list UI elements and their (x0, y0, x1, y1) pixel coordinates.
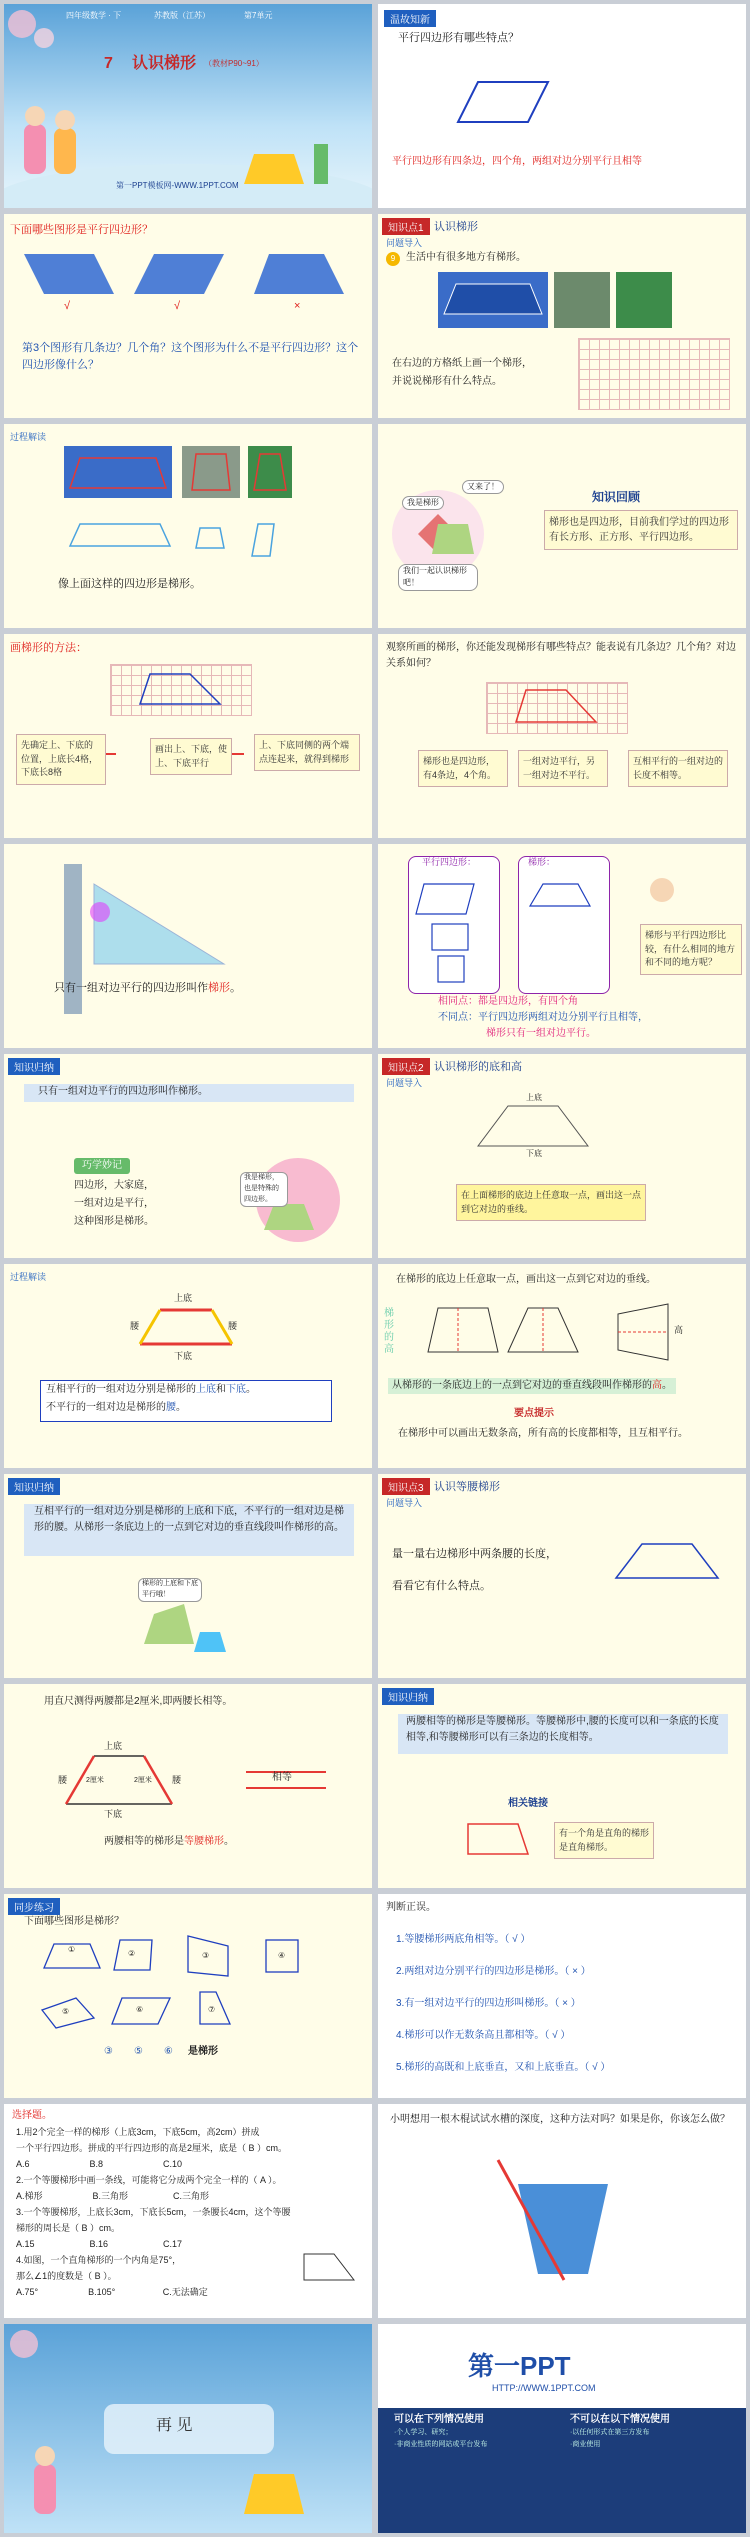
s17-right: 腰 (172, 1775, 182, 1785)
s9-text-3: 。 (230, 982, 241, 994)
s13-t1: 互相平行的一组对边分别是梯形的 (46, 1384, 196, 1395)
kp3-badge: 知识点3 (382, 1478, 430, 1495)
s8-note-3: 互相平行的一组对边的长度不相等。 (628, 750, 728, 787)
s9-text-1: 只有一组对边平行的四边形叫作 (54, 982, 208, 994)
s14-side: 梯形的高 (384, 1308, 394, 1355)
s11-bubble: 我是梯形，也是特殊的四边形。 (240, 1172, 288, 1207)
s3-question: 下面哪些图形是平行四边形？ (10, 224, 153, 236)
s3-shapes (4, 214, 372, 334)
s3-mark-3: × (294, 300, 301, 312)
s8-note-1: 梯形也是四边形，有4条边，4个角。 (418, 750, 508, 787)
s21-line-6: 3.一个等腰梯形，上底长3cm，下底长5cm，一条腰长4cm，这个等腰 (16, 2207, 291, 2217)
s20-item-2: 2.两组对边分别平行的四边形是梯形。（ × ） (396, 1966, 591, 1977)
review-parallelogram (378, 4, 746, 208)
review-question: 平行四边形有哪些特点？ (398, 32, 519, 44)
cover-title: 认识梯形 (132, 55, 197, 72)
s19-ans-text: 是梯形 (188, 2046, 218, 2057)
s21-line-4: 2.一个等腰梯形中画一条线，可能将它分成两个完全一样的（ A ）。 (16, 2175, 282, 2185)
s20-title: 判断正误。 (386, 1902, 436, 1913)
kp3-title: 认识等腰梯形 (434, 1481, 500, 1493)
s6-bubble-2: 我是梯形 (402, 496, 444, 510)
s17-t2a: 等腰梯形 (184, 1836, 224, 1847)
s20-item-3: 3.有一组对边平行的四边形叫梯形。（ × ） (396, 1998, 581, 2009)
s8-question: 观察所画的梯形，你还能发现梯形有哪些特点？能表说有几条边？几个角？对边关系如何？ (386, 642, 736, 669)
s17-trapezoid (4, 1684, 372, 1888)
s21-line-3: A.6 B.8 C.10 (16, 2159, 183, 2169)
kp3-line-1: 量一量右边梯形中两条腰的长度， (392, 1548, 557, 1560)
s13-t1a: 上底 (196, 1384, 216, 1395)
s19-n2: ② (128, 1949, 136, 1958)
s18-tag: 知识归纳 (382, 1688, 434, 1705)
s17-t1: 用直尺测得两腰都是2厘米,即两腰长相等。 (44, 1696, 233, 1707)
s11-rhyme-2: 一组对边是平行， (74, 1198, 154, 1209)
s5-text: 像上面这样的四边形是梯形。 (58, 578, 201, 590)
s13-t2: 不平行的一组对边是梯形的 (46, 1402, 166, 1413)
s9-ruler-art (4, 844, 372, 1048)
cover-footer: 第一PPT模板网-WWW.1PPT.COM (116, 181, 239, 190)
kp2-upper: 上底 (526, 1093, 542, 1102)
slide-which-parallelogram (4, 214, 372, 418)
slide-true-false (378, 1894, 746, 2098)
s6-title: 知识回顾 (592, 490, 641, 504)
s10-diff-2: 梯形只有一组对边平行。 (486, 1028, 596, 1039)
s11-rhyme-title: 巧学妙记 (74, 1158, 130, 1174)
slide-practice-1 (4, 1894, 372, 2098)
s13-line-2 (46, 1400, 186, 1416)
s13-top: 上底 (174, 1293, 193, 1303)
s24-url: HTTP://WWW.1PPT.COM (492, 2383, 596, 2393)
s22-tank (378, 2104, 746, 2318)
s7-step-3: 上、下底同侧的两个端点连起来，就得到梯形 (254, 734, 360, 771)
slide-summary-3 (378, 1684, 746, 1888)
s21-line-9: 4.如图，一个直角梯形的一个内角是75°， (16, 2255, 182, 2265)
s15-tag: 知识归纳 (8, 1478, 60, 1495)
s14-tip-text: 在梯形中可以画出无数条高，所有高的长度都相等，且互相平行。 (398, 1428, 688, 1439)
cover-pages: （教材P90~91） (204, 59, 264, 68)
slide-ppt-info (378, 2324, 746, 2533)
s24-col2-b: ·商业使用 (570, 2441, 601, 2448)
slide-summary-2 (4, 1474, 372, 1678)
cover-art (4, 4, 372, 208)
s14-t1b: 。 (662, 1380, 672, 1391)
s3-mark-2: √ (174, 300, 181, 312)
s19-shapes (4, 1894, 372, 2098)
kp3-line-2: 看看它有什么特点。 (392, 1580, 491, 1592)
slide-compare (378, 844, 746, 1048)
s17-bottom: 下底 (104, 1809, 123, 1819)
s21-line-11: A.75° B.105° C.无法确定 (16, 2287, 208, 2297)
s18-link-text: 有一个角是直角的梯形是直角梯形。 (554, 1822, 654, 1859)
cover-lesson-num: 7 (104, 55, 113, 72)
s14-t1a: 高 (652, 1380, 662, 1391)
s10-question: 梯形与平行四边形比较，有什么相同的地方和不同的地方呢？ (640, 924, 742, 975)
s11-tag: 知识归纳 (8, 1058, 60, 1075)
s6-bubble-1: 又来了！ (462, 480, 504, 494)
kp1-badge: 知识点1 (382, 218, 430, 235)
kp1-line1: 生活中有很多地方有梯形。 (406, 252, 526, 263)
cover-edition: 苏教版（江苏） (154, 11, 210, 20)
s21-line-10: 那么∠1的度数是（ B ）。 (16, 2271, 117, 2281)
s21-line-5: A.梯形 B.三角形 C.三角形 (16, 2191, 210, 2201)
s14-t1: 从梯形的一条底边上的一点到它对边的垂直线段叫作梯形的 (392, 1380, 652, 1391)
s24-col1-b: ·非商业性质的网站或平台发布 (394, 2441, 488, 2448)
s17-line-2 (104, 1834, 234, 1850)
s19-ans-2: ⑤ (134, 2046, 143, 2057)
s19-ans-3: ⑥ (164, 2046, 173, 2057)
kp1-line2: 在右边的方格纸上画一个梯形， (392, 358, 532, 369)
slide-observe-features (378, 634, 746, 838)
s3-mark-1: √ (64, 300, 71, 312)
slide-kp1-intro (378, 214, 746, 418)
s8-note-2: 一组对边平行，另一组对边不平行。 (518, 750, 608, 787)
slide-kp2-intro (378, 1054, 746, 1258)
s13-right: 腰 (228, 1321, 238, 1331)
s14-hlabel: 高 (674, 1325, 684, 1335)
kp2-lower: 下底 (526, 1149, 542, 1158)
s24-col1: 可以在下列情况使用 (394, 2414, 484, 2425)
s13-t2b: 。 (176, 1402, 186, 1413)
s21-line-8: A.15 B.16 C.17 (16, 2239, 183, 2249)
cover-unit: 第7单元 (244, 11, 273, 20)
s11-rhyme-3: 这种图形是梯形。 (74, 1216, 154, 1227)
s11-def: 只有一组对边平行的四边形叫作梯形。 (38, 1086, 208, 1097)
s24-col1-a: ·个人学习、研究； (394, 2429, 453, 2436)
s21-line-1: 1.用2个完全一样的梯形（上底3cm，下底5cm，高2cm）拼成 (16, 2127, 260, 2137)
s13-sub: 过程解读 (10, 1272, 47, 1282)
s22-question: 小明想用一根木棍试试水槽的深度，这种方法对吗？如果是你，你该怎么做？ (390, 2114, 730, 2125)
kp2-trapezoid (378, 1054, 746, 1258)
slide-goodbye (4, 2324, 372, 2533)
slide-draw-method (4, 634, 372, 838)
s19-n4: ④ (278, 1951, 286, 1960)
s24-col2: 不可以在以下情况使用 (570, 2414, 670, 2425)
s13-t1d: 。 (246, 1384, 256, 1395)
s24-logo: 第一PPT (468, 2351, 571, 2381)
s14-line-2 (388, 1378, 676, 1394)
slide-summary-1 (4, 1054, 372, 1258)
s11-art (4, 1054, 372, 1258)
slide-review (378, 4, 746, 208)
s18-text: 两腰相等的梯形是等腰梯形。等腰梯形中,腰的长度可以和一条底的长度相等,和等腰梯形可以有三条边的长度相等。 (406, 1716, 719, 1743)
s7-title: 画梯形的方法： (10, 642, 87, 654)
s3-text: 第3个图形有几条边？几个角？这个图形为什么不是平行四边形？这个四边形像什么？ (22, 342, 359, 372)
s9-line (54, 980, 241, 997)
s17-m2: 2厘米 (134, 1777, 152, 1784)
kp2-sub: 问题导入 (386, 1078, 423, 1088)
s15-art (4, 1474, 372, 1678)
s19-n7: ⑦ (208, 2005, 216, 2014)
s17-t2b: 。 (224, 1836, 234, 1847)
s10-h2: 梯形： (528, 857, 556, 867)
s19-question: 下面哪些图形是梯形？ (24, 1916, 124, 1927)
slide-think (378, 2104, 746, 2318)
s19-tag: 同步练习 (8, 1898, 60, 1915)
s21-title: 选择题。 (12, 2110, 52, 2121)
kp3-trapezoid (378, 1474, 746, 1678)
slide-process-2 (4, 1264, 372, 1468)
s5-sub: 过程解读 (10, 432, 47, 442)
s13-left: 腰 (130, 1321, 140, 1331)
s15-text: 互相平行的一组对边分别是梯形的上底和下底，不平行的一组对边是梯形的腰。从梯形一条底边上的一点到它对边的垂直线段叫作梯形的高。 (34, 1506, 344, 1533)
kp1-grid (578, 338, 730, 410)
s21-trapezoid (4, 2104, 372, 2318)
s17-top: 上底 (104, 1741, 123, 1751)
s18-link: 相关链接 (508, 1798, 548, 1809)
s5-images (4, 424, 372, 628)
s7-step-1: 先确定上、下底的位置，上底长4格，下底长8格 (16, 734, 106, 785)
s13-line-1 (46, 1382, 256, 1398)
s19-ans-1: ③ (104, 2046, 113, 2057)
s17-left: 腰 (58, 1775, 68, 1785)
s8-trapezoid (378, 634, 746, 838)
s21-line-2: 一个平行四边形。拼成的平行四边形的高是2厘米，底是（ B ）cm。 (16, 2143, 288, 2153)
kp1-title: 认识梯形 (434, 221, 478, 233)
s20-item-1: 1.等腰梯形两底角相等。（ √ ） (396, 1934, 531, 1945)
kp1-num: 9 (386, 252, 400, 266)
s11-rhyme-1: 四边形，大家庭， (74, 1180, 154, 1191)
review-answer: 平行四边形有四条边，四个角，两组对边分别平行且相等 (392, 156, 642, 167)
s20-item-5: 5.梯形的高既和上底垂直，又和上底垂直。（ √ ） (396, 2062, 611, 2073)
kp1-sub: 问题导入 (386, 238, 423, 248)
s19-n5: ⑤ (62, 2007, 70, 2016)
s10-h1: 平行四边形： (422, 857, 477, 867)
s9-text-2: 梯形 (208, 982, 230, 994)
slide-isosceles (4, 1684, 372, 1888)
review-tag: 温故知新 (384, 10, 436, 27)
s17-t2: 两腰相等的梯形是 (104, 1836, 184, 1847)
slide-cover (4, 4, 372, 208)
s14-tip: 要点提示 (514, 1408, 554, 1419)
s19-n1: ① (68, 1945, 76, 1954)
s10-diff: 不同点：平行四边形两组对边分别平行且相等， (438, 1012, 648, 1023)
s21-line-7: 梯形的周长是（ B ）cm。 (16, 2223, 121, 2233)
s15-bubble: 梯形的上底和下底平行哦！ (138, 1578, 202, 1602)
s19-n3: ③ (202, 1951, 210, 1960)
s23-text: 再 见 (156, 2417, 193, 2434)
s6-bubble-3: 我们一起认识梯形吧！ (398, 564, 478, 591)
s24-col2-a: ·以任何形式在第三方发布 (570, 2429, 650, 2436)
slide-process-1 (4, 424, 372, 628)
cover-grade: 四年级数学 · 下 (66, 11, 122, 20)
kp2-text: 在上面梯形的底边上任意取一点，画出这一点到它对边的垂线。 (456, 1184, 646, 1221)
s14-line-1: 在梯形的底边上任意取一点，画出这一点到它对边的垂线。 (396, 1274, 656, 1285)
s17-m1: 2厘米 (86, 1777, 104, 1784)
s13-t1b: 和 (216, 1384, 226, 1395)
s10-same: 相同点：都是四边形，有四个角 (438, 996, 578, 1007)
slide-kp3-intro (378, 1474, 746, 1678)
s13-t2a: 腰 (166, 1402, 176, 1413)
slide-multiple-choice (4, 2104, 372, 2318)
kp3-sub: 问题导入 (386, 1498, 423, 1508)
kp1-line3: 并说说梯形有什么特点。 (392, 376, 502, 387)
slide-definition (4, 844, 372, 1048)
s13-bottom: 下底 (174, 1351, 193, 1361)
kp2-badge: 知识点2 (382, 1058, 430, 1075)
kp2-title: 认识梯形的底和高 (434, 1061, 522, 1073)
s7-step-2: 画出上、下底，使上、下底平行 (150, 738, 232, 775)
s6-text: 梯形也是四边形，目前我们学过的四边形有长方形、正方形、平行四边形。 (544, 510, 738, 550)
s13-trapezoid (4, 1264, 372, 1468)
s17-eq: 相等 (272, 1772, 292, 1783)
slide-height (378, 1264, 746, 1468)
s13-t1c: 下底 (226, 1384, 246, 1395)
s19-n6: ⑥ (136, 2005, 144, 2014)
s20-item-4: 4.梯形可以作无数条高且都相等。（ √ ） (396, 2030, 571, 2041)
slide-knowledge-review (378, 424, 746, 628)
